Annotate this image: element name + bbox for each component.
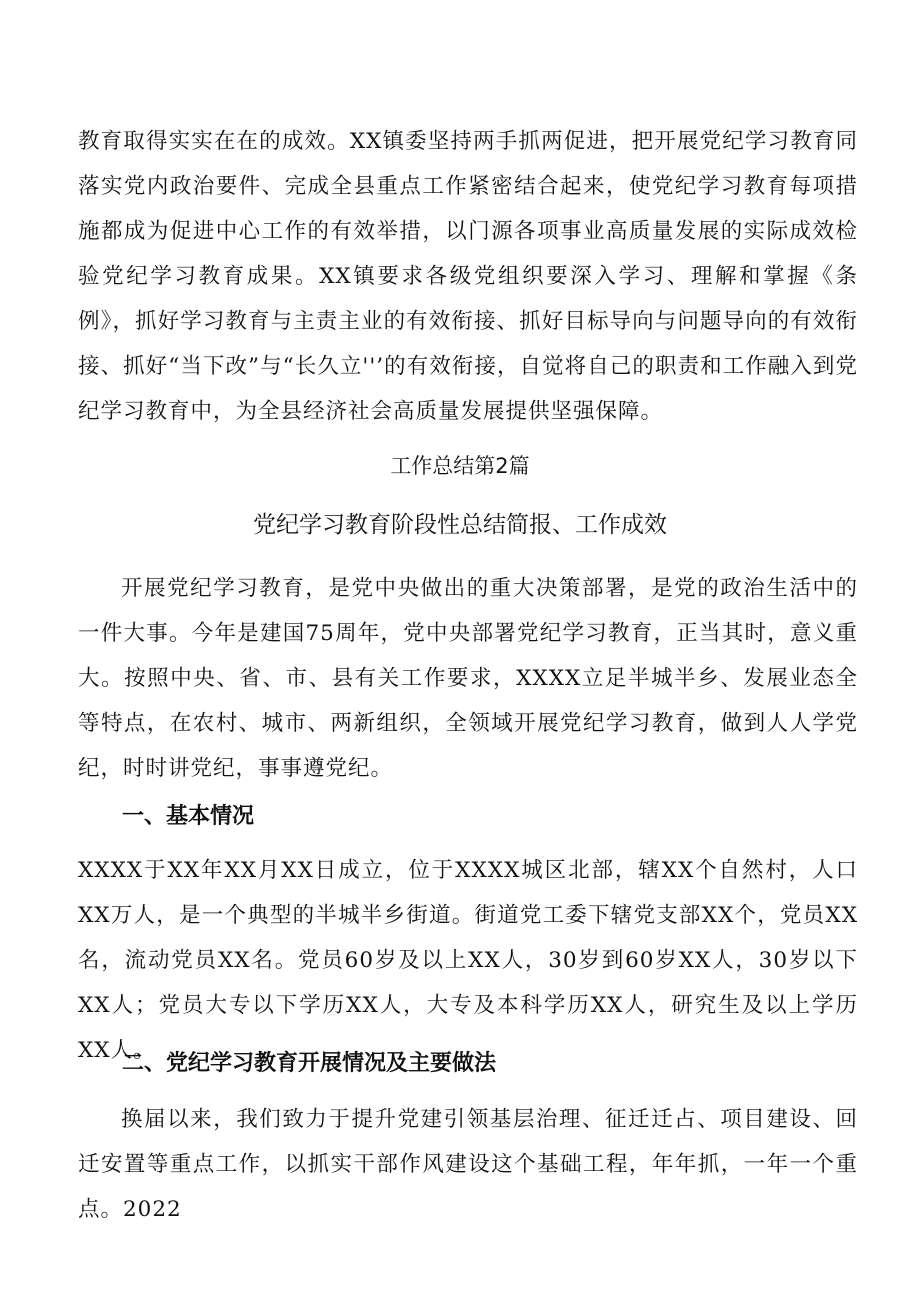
- practice-paragraph: 换届以来，我们致力于提升党建引领基层治理、征迁迁占、项目建设、回迁安置等重点工作，以抓实干部作风建设这个基础工程，年年抓，一年一个重点。2022: [78, 1107, 858, 1222]
- continuation-paragraph: 教育取得实实在在的成效。XX镇委坚持两手抓两促进，把开展党纪学习教育同落实党内政治要件、完成全县重点工作紧密结合起来，使党纪学习教育每项措施都成为促进中心工作的有效举措，以门源各项事业高质量发展的实际成效检验党纪学习教育成果。XX镇要求各级党组织要深入学习、理解和掌握《条例》，抓好学习教育与主责主业的有效衔接、抓好目标导向与问题导向的有效衔接、抓好“当下改”与“长久立''’的有效衔接，自觉将自己的职责和工作融入到党纪学习教育中，为全县经济社会高质量发展提供坚强保障。: [78, 129, 858, 424]
- basic-info-paragraph: XXXX于XX年XX月XX日成立，位于XXXX城区北部，辖XX个自然村，人口XX万人，是一个典型的半城半乡街道。街道党工委下辖党支部XX个，党员XX名，流动党员XX名。党员60岁及以上XX人，30岁到60岁XX人，30岁以下XX人；党员大专以下学历XX人，大专及本科学历XX人，研究生及以上学历XX人。: [78, 858, 858, 1063]
- section-label: 工作总结第2篇: [390, 454, 530, 478]
- heading-practices: 二、党纪学习教育开展情况及主要做法: [122, 1051, 497, 1076]
- intro-paragraph: 开展党纪学习教育，是党中央做出的重大决策部署，是党的政治生活中的一件大事。今年是建国75周年，党中央部署党纪学习教育，正当其时，意义重大。按照中央、省、市、县有关工作要求，XXXX立足半城半乡、发展业态全等特点，在农村、城市、两新组织，全领域开展党纪学习教育，做到人人学党纪，时时讲党纪，事事遵党纪。: [78, 576, 858, 781]
- heading-basic-info: 一、基本情况: [122, 804, 255, 829]
- article-title: 党纪学习教育阶段性总结简报、工作成效: [253, 512, 667, 538]
